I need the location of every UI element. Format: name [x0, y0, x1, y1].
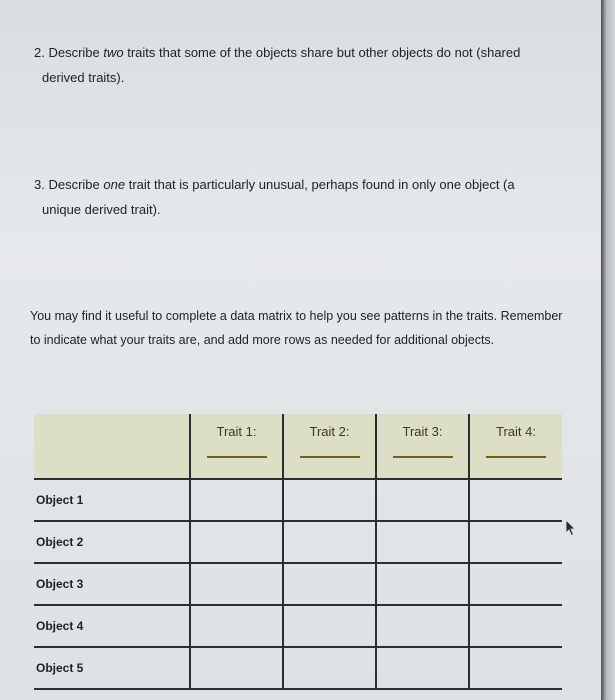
cell[interactable] [190, 479, 283, 521]
table-row [34, 647, 562, 689]
trait-blank-line [207, 456, 267, 458]
cell[interactable] [376, 605, 469, 647]
header-trait-1[interactable]: Trait 1: [190, 414, 283, 479]
cell[interactable] [283, 521, 376, 563]
row-label: Object 5 [34, 647, 190, 689]
cell[interactable] [190, 521, 283, 563]
cell[interactable] [283, 479, 376, 521]
cell[interactable] [376, 647, 469, 689]
trait-blank-line [300, 456, 360, 458]
cell[interactable] [190, 647, 283, 689]
cell[interactable] [376, 521, 469, 563]
instructions-text: You may find it useful to complete a data matrix to help you see patterns in the traits. Remember to indicate what your traits are, and add more rows as needed for additional objects. [30, 309, 563, 347]
row-label: Object 3 [34, 563, 190, 605]
header-trait-4[interactable]: Trait 4: [469, 414, 562, 479]
header-row [34, 414, 562, 479]
cell[interactable] [283, 605, 376, 647]
row-label: Object 2 [34, 521, 190, 563]
cell[interactable] [283, 563, 376, 605]
cell[interactable] [469, 563, 562, 605]
data-matrix-table [34, 414, 562, 690]
question-3: 3. Describe one trait that is particularly unusual, perhaps found in only one object (a unique derived trait). [34, 177, 515, 217]
mouse-pointer-icon [565, 519, 577, 537]
cell[interactable] [190, 563, 283, 605]
header-trait-3[interactable]: Trait 3: [376, 414, 469, 479]
header-trait-2[interactable]: Trait 2: [283, 414, 376, 479]
cell[interactable] [283, 647, 376, 689]
question-2: 2. Describe two traits that some of the objects share but other objects do not (shared derived traits). [34, 45, 521, 85]
row-label: Object 1 [34, 479, 190, 521]
table-row [34, 605, 562, 647]
table-row [34, 563, 562, 605]
cell[interactable] [469, 521, 562, 563]
trait-blank-line [393, 456, 453, 458]
trait-blank-line [486, 456, 546, 458]
cell[interactable] [376, 563, 469, 605]
table-row [34, 479, 562, 521]
row-label: Object 4 [34, 605, 190, 647]
table-row [34, 521, 562, 563]
header-blank [34, 414, 190, 479]
cell[interactable] [469, 605, 562, 647]
cell[interactable] [469, 647, 562, 689]
cell[interactable] [376, 479, 469, 521]
cell[interactable] [469, 479, 562, 521]
cell[interactable] [190, 605, 283, 647]
screen-edge [601, 0, 615, 700]
